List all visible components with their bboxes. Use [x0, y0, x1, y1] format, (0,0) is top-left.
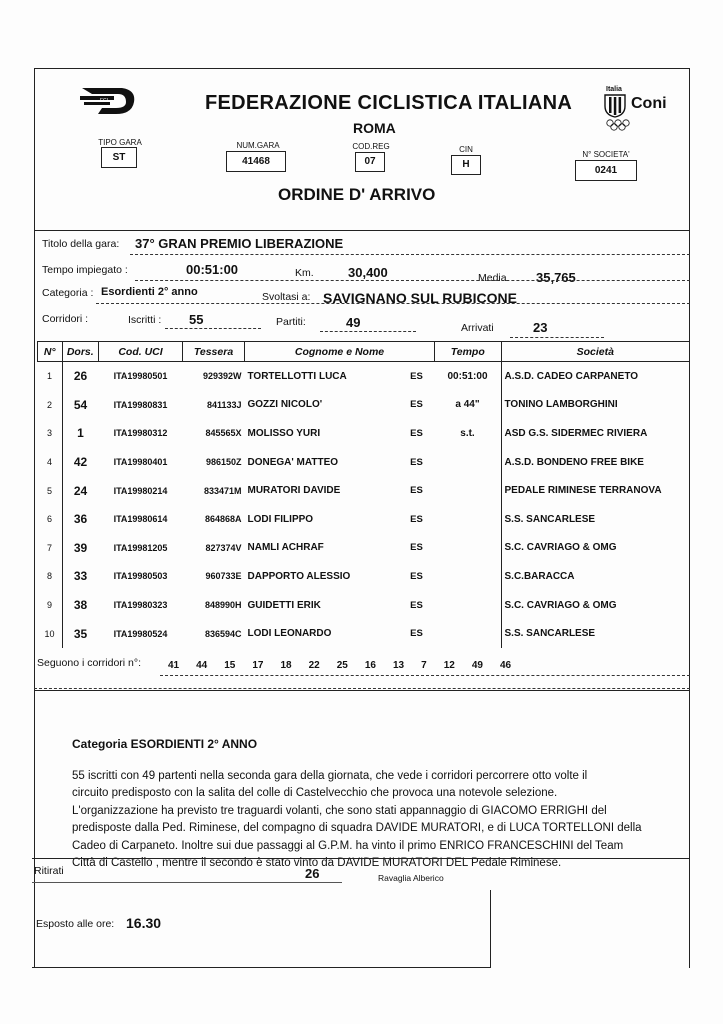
divider — [490, 890, 491, 968]
federation-title: FEDERAZIONE CICLISTICA ITALIANA — [205, 92, 573, 114]
rider-card: 864868A — [204, 514, 242, 525]
federation-city: ROMA — [353, 120, 396, 136]
rider-card: 848990H — [204, 600, 242, 611]
report-line: 55 iscritti con 49 partenti nella seconda gara della giornata, che vede i corridori percorrere otto volte il — [72, 769, 588, 782]
rider-time — [435, 619, 502, 648]
societa-num-box: 0241 — [575, 160, 637, 181]
rider-uci-code: ITA19981205 — [113, 542, 168, 553]
rider-name: DAPPORTO ALESSIO — [247, 570, 351, 582]
fci-logo-icon — [78, 82, 138, 118]
dotted-line — [135, 280, 690, 281]
categoria-label: Categoria : — [42, 287, 94, 299]
seguono-label: Seguono i corridori n°: — [37, 657, 142, 669]
rider-team: S.C. CAVRIAGO & OMG — [501, 591, 690, 620]
coni-logo — [600, 86, 680, 132]
rider-card: 845565X — [205, 428, 242, 439]
rider-uci-code: ITA19980501 — [113, 371, 168, 382]
rider-name: MURATORI DAVIDE — [247, 485, 341, 497]
header-tempo: Tempo — [435, 342, 502, 362]
rider-name: DONEGA' MATTEO — [247, 456, 339, 468]
iscritti-label: Iscritti : — [128, 314, 162, 326]
rider-category: ES — [410, 628, 423, 640]
page-title: ORDINE D' ARRIVO — [278, 185, 436, 204]
societa-num-label: N° SOCIETA' — [582, 150, 630, 159]
tempo-value: 00:51:00 — [186, 262, 239, 277]
table-row — [38, 591, 690, 620]
coni-shield-icon — [604, 94, 626, 118]
km-label: Km. — [295, 267, 314, 279]
coni-text: Coni — [631, 95, 667, 112]
partiti-value: 49 — [346, 315, 361, 330]
rider-position: 9 — [46, 600, 52, 611]
rider-position: 8 — [46, 571, 52, 582]
seguono-number: 15 — [224, 660, 236, 671]
report-line: L'organizzazione ha previsto tre traguardi volanti, che sono stati appannaggio di GIACOMO ERRIGHI del — [72, 804, 607, 817]
rider-position: 6 — [46, 514, 52, 525]
seguono-number: 49 — [471, 660, 483, 671]
tempo-label: Tempo impiegato : — [42, 264, 128, 276]
esposto-label: Esposto alle ore: — [36, 918, 115, 930]
rider-team: S.S. SANCARLESE — [501, 505, 690, 534]
rider-card: 841133J — [206, 399, 242, 410]
giudice-name: Ravaglia Alberico — [378, 873, 444, 883]
dotted-line — [320, 331, 416, 332]
seguono-number: 16 — [364, 660, 376, 671]
rider-position: 5 — [46, 485, 52, 496]
seguono-number: 46 — [499, 660, 512, 671]
olympic-rings-icon — [606, 119, 630, 131]
iscritti-value: 55 — [189, 312, 204, 327]
num-gara-label: NUM.GARA — [236, 141, 280, 150]
rider-team: S.C.BARACCA — [501, 562, 690, 591]
rider-uci-code: ITA19980401 — [113, 457, 168, 468]
rider-uci-code: ITA19980831 — [113, 399, 168, 410]
rider-position: 2 — [46, 399, 52, 410]
arrivati-value: 23 — [533, 320, 548, 335]
rider-bib: 35 — [62, 619, 99, 648]
rider-card: 827374V — [205, 542, 242, 553]
rider-name: GUIDETTI ERIK — [247, 599, 321, 611]
divider — [32, 858, 690, 859]
rider-card: 833471M — [203, 485, 242, 496]
rider-card: 960733E — [205, 571, 242, 582]
rider-team: A.S.D. CADEO CARPANETO — [501, 362, 690, 391]
table-header-row — [38, 342, 690, 362]
header-tessera: Tessera — [183, 342, 245, 362]
rider-uci-code: ITA19980524 — [113, 628, 168, 639]
rider-team: A.S.D. BONDENO FREE BIKE — [501, 448, 690, 477]
rider-position: 10 — [44, 628, 55, 639]
rider-uci-code: ITA19980323 — [113, 600, 168, 611]
dotted-line — [130, 254, 690, 255]
seguono-number: 7 — [421, 660, 427, 671]
rider-name: TORTELLOTTI LUCA — [247, 370, 347, 382]
rider-time — [435, 562, 502, 591]
table-row — [38, 391, 690, 420]
header-nome: Cognome e Nome — [245, 342, 435, 362]
report-line: Cadeo di Carpaneto. Inoltre sui due passaggi al G.P.M. ha vinto il primo ENRICO FRANCESCHINI del Team — [72, 839, 624, 852]
rider-team: S.C. CAVRIAGO & OMG — [501, 534, 690, 563]
corridori-label: Corridori : — [42, 313, 89, 325]
arrivati-label: Arrivati — [461, 322, 494, 334]
esposto-value: 16.30 — [126, 915, 162, 931]
header-n: N° — [38, 342, 63, 362]
seguono-number: 18 — [280, 660, 292, 671]
rider-category: ES — [410, 370, 423, 382]
rider-uci-code: ITA19980614 — [113, 514, 168, 525]
rider-name: NAMLI ACHRAF — [247, 542, 324, 554]
svoltasi-label: Svoltasi a: — [262, 291, 311, 303]
race-report — [72, 736, 662, 873]
rider-bib: 24 — [62, 476, 99, 505]
table-row — [38, 505, 690, 534]
rider-name: MOLISSO YURI — [247, 427, 321, 439]
rider-category: ES — [410, 599, 423, 611]
rider-time: a 44" — [455, 399, 480, 411]
rider-category: ES — [410, 456, 423, 468]
rider-team: ASD G.S. SIDERMEC RIVIERA — [501, 419, 690, 448]
rider-time: s.t. — [460, 427, 475, 439]
table-row — [38, 619, 690, 648]
rider-uci-code: ITA19980503 — [113, 571, 168, 582]
seguono-number: 12 — [443, 660, 455, 671]
tipo-gara-box: ST — [101, 147, 137, 168]
divider — [32, 882, 342, 883]
seguono-list — [168, 660, 528, 671]
rider-time — [435, 505, 502, 534]
rider-category: ES — [410, 399, 423, 411]
dotted-line — [34, 688, 690, 689]
cin-label: CIN — [459, 145, 473, 154]
rider-category: ES — [410, 485, 423, 497]
header-uci: Cod. UCI — [99, 342, 183, 362]
header-dors: Dors. — [62, 342, 99, 362]
coni-top-text: Italia — [606, 86, 622, 93]
rider-uci-code: ITA19980312 — [113, 428, 168, 439]
results-table — [37, 341, 690, 648]
rider-bib: 36 — [62, 505, 99, 534]
table-row — [38, 476, 690, 505]
rider-card: 986150Z — [205, 457, 242, 468]
rider-bib: 1 — [62, 419, 99, 448]
rider-bib: 42 — [62, 448, 99, 477]
report-line: predisposte dalla Ped. Riminese, del compagno di squadra DAVIDE MURATORI, e di LUCA TORTELLONI della — [72, 822, 642, 834]
rider-time — [435, 591, 502, 620]
seguono-number: 13 — [393, 660, 405, 671]
rider-name: LODI LEONARDO — [247, 628, 332, 640]
rider-bib: 33 — [62, 562, 99, 591]
rider-time — [435, 448, 502, 477]
table-row — [38, 534, 690, 563]
report-line: Città di Castello , mentre il secondo è stato vinto da DAVIDE MURATORI DEL Pedale Riminese. — [72, 857, 562, 869]
cod-reg-label: COD.REG — [352, 142, 390, 151]
dotted-line — [165, 328, 261, 329]
rider-card: 836594C — [204, 628, 242, 639]
rider-time: 00:51:00 — [447, 370, 488, 382]
rider-name: GOZZI NICOLO' — [247, 399, 323, 411]
km-value: 30,400 — [348, 265, 388, 280]
partiti-label: Partiti: — [276, 316, 306, 328]
table-row — [38, 448, 690, 477]
titolo-value: 37° GRAN PREMIO LIBERAZIONE — [135, 236, 344, 251]
rider-bib: 38 — [62, 591, 99, 620]
num-gara-box: 41468 — [226, 151, 286, 172]
rider-name: LODI FILIPPO — [247, 513, 314, 525]
tipo-gara-label: TIPO GARA — [98, 138, 142, 147]
svoltasi-value: SAVIGNANO SUL RUBICONE — [323, 290, 517, 306]
rider-team: TONINO LAMBORGHINI — [501, 391, 690, 420]
rider-category: ES — [410, 427, 423, 439]
table-row — [38, 362, 690, 391]
rider-category: ES — [410, 513, 423, 525]
report-line: circuito predisposto con la salita del colle di Castelvecchio che provoca una notevole selezione. — [72, 787, 558, 799]
dotted-line — [96, 303, 690, 304]
table-row — [38, 562, 690, 591]
seguono-number: 44 — [196, 660, 208, 671]
rider-uci-code: ITA19980214 — [113, 485, 168, 496]
rider-team: S.S. SANCARLESE — [501, 619, 690, 648]
rider-category: ES — [410, 570, 423, 582]
svg-text:FCI: FCI — [100, 98, 109, 104]
rider-time — [435, 534, 502, 563]
categoria-value: Esordienti 2° anno — [101, 286, 198, 298]
rider-bib: 54 — [62, 391, 99, 420]
divider — [34, 690, 690, 691]
table-row — [38, 419, 690, 448]
rider-bib: 39 — [62, 534, 99, 563]
ritirati-value: 26 — [305, 866, 320, 881]
rider-position: 4 — [46, 457, 52, 468]
rider-position: 3 — [46, 428, 52, 439]
ritirati-label: Ritirati — [34, 865, 64, 877]
dotted-line — [510, 337, 604, 338]
rider-card: 929392W — [202, 371, 242, 382]
media-label: Media — [478, 272, 507, 284]
titolo-label: Titolo della gara: — [42, 238, 120, 250]
divider — [32, 967, 490, 968]
rider-team: PEDALE RIMINESE TERRANOVA — [501, 476, 690, 505]
seguono-number: 25 — [336, 660, 348, 671]
rider-category: ES — [410, 542, 423, 554]
seguono-number: 22 — [308, 660, 320, 671]
rider-position: 1 — [46, 371, 52, 382]
rider-time — [435, 476, 502, 505]
seguono-number: 41 — [168, 660, 180, 671]
seguono-number: 17 — [252, 660, 264, 671]
media-value: 35,765 — [536, 270, 576, 285]
header-societa: Società — [501, 342, 690, 362]
rider-bib: 26 — [62, 362, 99, 391]
rider-position: 7 — [46, 542, 52, 553]
report-heading: Categoria ESORDIENTI 2° ANNO — [72, 737, 258, 751]
cod-reg-box: 07 — [355, 152, 385, 172]
cin-box: H — [451, 155, 481, 175]
dotted-line — [160, 675, 690, 676]
